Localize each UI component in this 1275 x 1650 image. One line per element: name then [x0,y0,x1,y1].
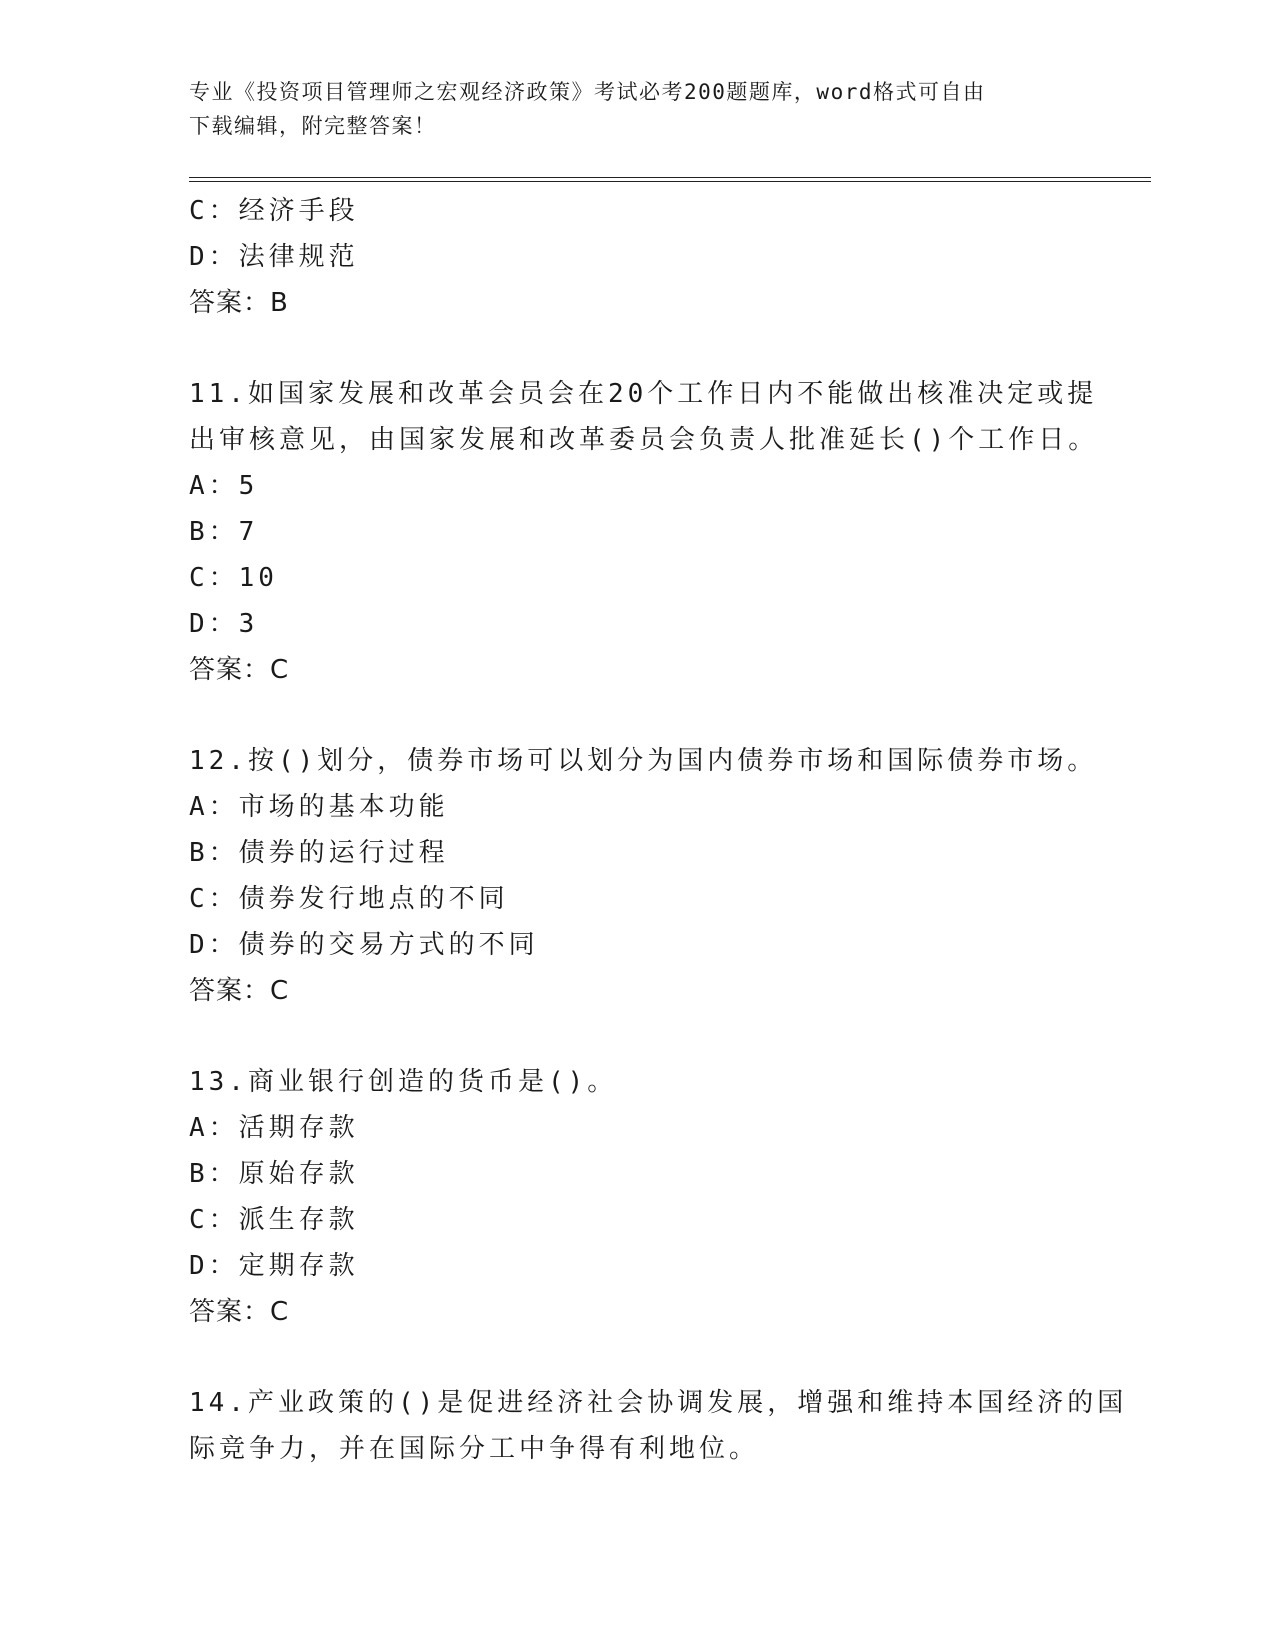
answer-label: 答案：C [189,655,290,685]
answer-label: 答案：C [189,976,290,1006]
question-13 [189,1059,1109,1335]
question-11 [189,371,1109,693]
option-a: A：5 [189,471,259,501]
option-b: B：7 [189,517,259,547]
option-c: C：派生存款 [189,1205,359,1235]
question-12 [189,738,1109,1014]
option-c: C：经济手段 [189,196,359,226]
question-text-line: 14.产业政策的()是促进经济社会协调发展，增强和维持本国经济的国 [189,1388,1128,1418]
question-text-line: 13.商业银行创造的货币是()。 [189,1067,618,1097]
question-list [189,188,1128,1472]
option-b: B：债券的运行过程 [189,838,449,868]
option-c: C：债券发行地点的不同 [189,884,509,914]
option-d: D：定期存款 [189,1251,359,1281]
option-d: D：法律规范 [189,242,359,272]
option-d: D：债券的交易方式的不同 [189,930,539,960]
question-text-line: 11.如国家发展和改革会员会在20个工作日内不能做出核准决定或提 [189,379,1098,409]
question-text-line: 出审核意见，由国家发展和改革委员会负责人批准延长()个工作日。 [189,425,1099,455]
question-14 [189,1380,1128,1472]
option-a: A：活期存款 [189,1113,359,1143]
answer-label: 答案：C [189,1297,290,1327]
option-d: D：3 [189,609,259,639]
option-c: C：10 [189,563,278,593]
answer-label: 答案：B [189,288,289,318]
question-block-previous [189,188,1109,326]
header-line-2: 下载编辑，附完整答案！ [189,114,437,138]
option-a: A：市场的基本功能 [189,792,449,822]
header-divider-bottom [189,181,1151,182]
header-line-1: 专业《投资项目管理师之宏观经济政策》考试必考200题题库，word格式可自由 [189,80,986,104]
header-divider-top [189,177,1151,178]
option-b: B：原始存款 [189,1159,359,1189]
question-text-line: 际竞争力，并在国际分工中争得有利地位。 [189,1434,760,1464]
question-text-line: 12.按()划分，债券市场可以划分为国内债券市场和国际债券市场。 [189,746,1098,776]
